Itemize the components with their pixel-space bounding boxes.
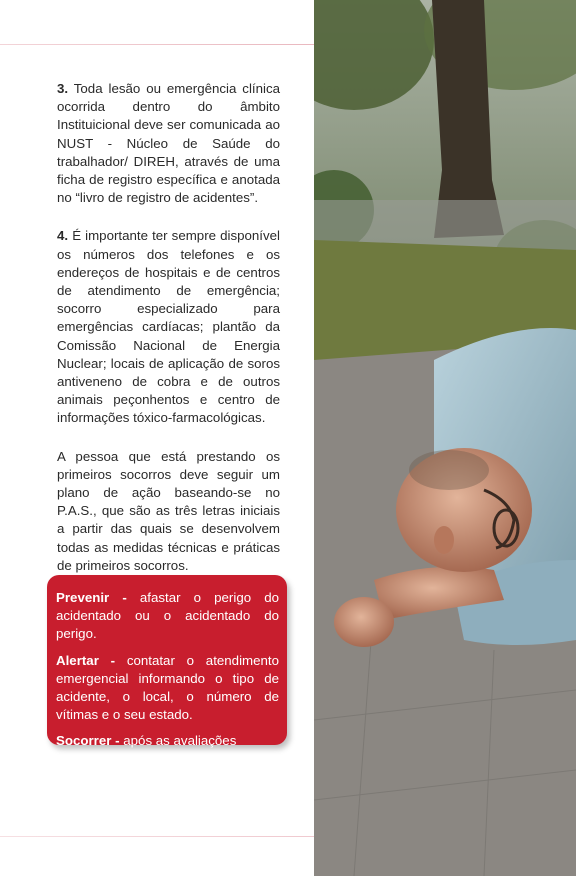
item-3-number: 3. bbox=[57, 81, 69, 96]
item-3-paragraph bbox=[57, 80, 280, 207]
photo-illustration bbox=[314, 0, 576, 876]
item-3-text: Toda lesão ou emergência clínica ocorrida dentro do âmbito Instituicional deve ser comunicada ao NUST - Núcleo de Saúde do trabalhador/ DIREH, através de uma ficha de registro específica e anotada no “livro de registro de acidentes”. bbox=[57, 81, 280, 206]
alertar-label: Alertar - bbox=[56, 652, 116, 668]
socorrer-item bbox=[56, 732, 279, 750]
socorrer-text: após as avaliações bbox=[119, 733, 237, 749]
top-divider bbox=[0, 44, 318, 45]
bottom-divider bbox=[0, 836, 318, 837]
alertar-text: contatar o atendimento emergencial informando o tipo de acidente, o local, o número de vítimas e o seu estado. bbox=[56, 652, 279, 723]
item-4-paragraph bbox=[57, 227, 280, 427]
item-4-number: 4. bbox=[57, 228, 69, 244]
prevenir-label: Prevenir - bbox=[56, 590, 127, 605]
socorrer-label: Socorrer - bbox=[56, 733, 120, 749]
pas-paragraph: A pessoa que está prestando os primeiros socorros deve seguir um plano de ação baseando-se no P.A.S., que são as três letras iniciais a partir das quais se desenvolvem todas as medidas técnicas e práticas de primeiros socorros. bbox=[57, 448, 280, 573]
pas-callout-box bbox=[47, 575, 287, 749]
injured-man-photo bbox=[314, 0, 576, 876]
prevenir-item bbox=[56, 589, 279, 644]
text-column bbox=[57, 80, 280, 595]
prevenir-text: afastar o perigo do acidentado ou o acidentado do perigo. bbox=[56, 590, 280, 642]
alertar-item bbox=[56, 652, 279, 725]
item-4-text: É importante ter sempre disponível os números dos telefones e os endereços de hospitais e de centros de atendimento de emergência; socorro especializado para emergências cardíacas; plantão da Comissão Nacional de Energia Nuclear; locais de aplicação de soros antiveneno de cobra e de outros animais peçonhentos e centro de informações tóxico-farmacológicas. bbox=[57, 228, 280, 426]
